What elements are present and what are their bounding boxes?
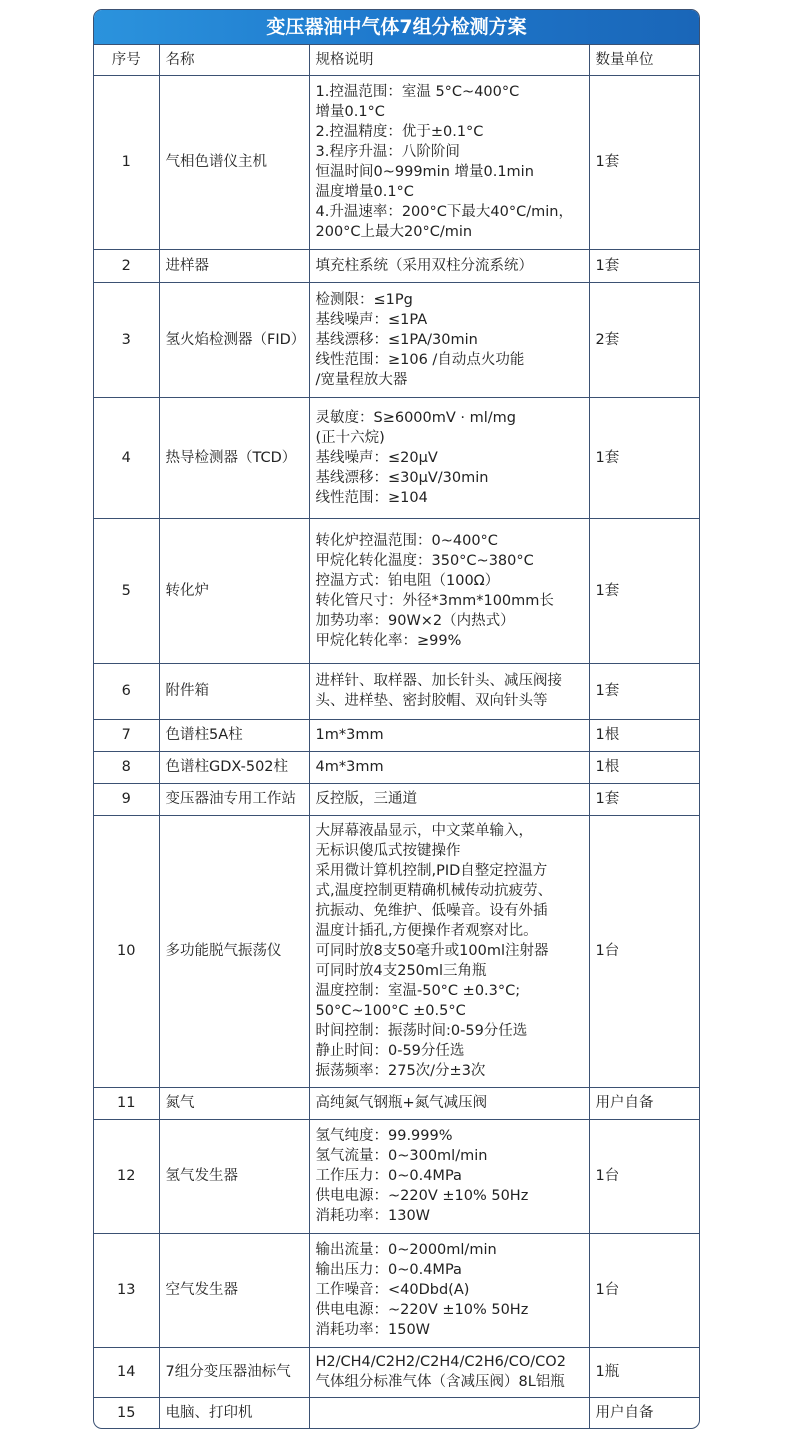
spec-line: /宽量程放大器 bbox=[315, 371, 408, 388]
item-quantity: 1套 bbox=[589, 249, 699, 282]
spec-line: 基线漂移：≤30μV/30min bbox=[315, 469, 489, 486]
item-spec bbox=[309, 249, 589, 282]
item-name: 电脑、打印机 bbox=[159, 1397, 309, 1428]
item-spec bbox=[309, 1397, 589, 1428]
spec-line: 工作压力：0~0.4MPa bbox=[315, 1168, 462, 1184]
item-name: 氢气发生器 bbox=[159, 1119, 309, 1233]
header-row bbox=[94, 45, 699, 75]
item-spec bbox=[309, 1087, 589, 1119]
spec-line: 无标识傻瓜式按键操作 bbox=[315, 843, 461, 859]
item-spec bbox=[309, 783, 589, 815]
spec-line: 转化管尺寸：外径*3mm*100mm长 bbox=[315, 592, 554, 609]
spec-line: 氢气纯度：99.999% bbox=[315, 1128, 453, 1144]
spec-line: 1.控温范围：室温 5°C~400°C bbox=[315, 84, 520, 100]
spec-line: (正十六烷) bbox=[315, 429, 385, 446]
row-number: 15 bbox=[94, 1397, 159, 1428]
item-name: 色谱柱GDX-502柱 bbox=[159, 751, 309, 783]
row-number: 1 bbox=[94, 75, 159, 249]
spec-line: 消耗功率：130W bbox=[315, 1208, 431, 1224]
row-number: 2 bbox=[94, 249, 159, 282]
item-name: 氢火焰检测器（FID） bbox=[159, 282, 309, 397]
spec-line: 静止时间：0-59分任选 bbox=[315, 1043, 465, 1059]
spec-line: 基线漂移：≤1PA/30min bbox=[315, 331, 478, 348]
table-row bbox=[94, 663, 699, 719]
spec-line: 时间控制：振荡时间:0-59分任选 bbox=[315, 1023, 528, 1039]
row-number: 6 bbox=[94, 663, 159, 719]
spec-line: 50°C~100°C ±0.5°C bbox=[315, 1003, 466, 1019]
spec-line: 灵敏度：S≥6000mV · ml/mg bbox=[315, 409, 516, 426]
item-quantity: 1台 bbox=[589, 1119, 699, 1233]
spec-line: 工作噪音：<40Dbd(A) bbox=[315, 1282, 470, 1298]
spec-line: 振荡频率：275次/分±3次 bbox=[315, 1063, 486, 1079]
table-row bbox=[94, 397, 699, 518]
item-quantity: 2套 bbox=[589, 282, 699, 397]
item-spec bbox=[309, 397, 589, 518]
table-row bbox=[94, 719, 699, 751]
spec-line: 线性范围：≥106 /自动点火功能 bbox=[315, 351, 525, 368]
item-name: 附件箱 bbox=[159, 663, 309, 719]
item-quantity: 用户自备 bbox=[589, 1397, 699, 1428]
row-number: 5 bbox=[94, 518, 159, 663]
table-row bbox=[94, 282, 699, 397]
item-name: 色谱柱5A柱 bbox=[159, 719, 309, 751]
item-name: 进样器 bbox=[159, 249, 309, 282]
row-number: 13 bbox=[94, 1233, 159, 1347]
item-spec bbox=[309, 663, 589, 719]
spec-line: 甲烷化转化率：≥99% bbox=[315, 632, 462, 649]
spec-line: 式,温度控制更精确机械传动抗疲劳、 bbox=[315, 883, 553, 899]
item-spec bbox=[309, 282, 589, 397]
spec-line: 采用微计算机控制,PID自整定控温方 bbox=[315, 863, 548, 879]
row-number: 8 bbox=[94, 751, 159, 783]
item-spec bbox=[309, 518, 589, 663]
spec-line: 基线噪声：≤20μV bbox=[315, 449, 438, 466]
table-row bbox=[94, 1347, 699, 1397]
spec-line: 1m*3mm bbox=[315, 727, 384, 743]
spec-line: 填充柱系统（采用双柱分流系统） bbox=[315, 257, 533, 274]
item-quantity: 1套 bbox=[589, 518, 699, 663]
spec-line: 温度控制：室温-50°C ±0.3°C; bbox=[315, 983, 521, 999]
item-quantity: 用户自备 bbox=[589, 1087, 699, 1119]
spec-line: 温度计插孔,方便操作者观察对比。 bbox=[315, 923, 538, 939]
table-row bbox=[94, 1233, 699, 1347]
item-name: 变压器油专用工作站 bbox=[159, 783, 309, 815]
row-number: 4 bbox=[94, 397, 159, 518]
spec-line: 3.程序升温：八阶阶间 bbox=[315, 144, 460, 160]
row-number: 7 bbox=[94, 719, 159, 751]
item-name: 热导检测器（TCD） bbox=[159, 397, 309, 518]
header-no: 序号 bbox=[94, 45, 159, 75]
table-row bbox=[94, 783, 699, 815]
item-quantity: 1瓶 bbox=[589, 1347, 699, 1397]
spec-line: 4m*3mm bbox=[315, 759, 384, 775]
spec-line: H2/CH4/C2H2/C2H4/C2H6/CO/CO2 bbox=[315, 1354, 566, 1370]
spec-line: 控温方式：铂电阻（100Ω） bbox=[315, 572, 500, 589]
spec-line: 甲烷化转化温度：350°C~380°C bbox=[315, 552, 534, 569]
item-quantity: 1根 bbox=[589, 751, 699, 783]
spec-line: 输出压力：0~0.4MPa bbox=[315, 1262, 462, 1278]
table-row bbox=[94, 751, 699, 783]
spec-line: 2.控温精度：优于±0.1°C bbox=[315, 124, 484, 140]
spec-line: 大屏幕液晶显示，中文菜单输入， bbox=[315, 823, 533, 839]
spec-line: 氢气流量：0~300ml/min bbox=[315, 1148, 488, 1164]
item-spec bbox=[309, 1233, 589, 1347]
row-number: 10 bbox=[94, 815, 159, 1087]
item-quantity: 1根 bbox=[589, 719, 699, 751]
row-number: 12 bbox=[94, 1119, 159, 1233]
item-quantity: 1台 bbox=[589, 815, 699, 1087]
item-spec bbox=[309, 815, 589, 1087]
spec-line: 200°C上最大20°C/min bbox=[315, 224, 473, 240]
spec-line: 气体组分标准气体（含减压阀）8L铝瓶 bbox=[315, 1374, 565, 1390]
spec-line: 温度增量0.1°C bbox=[315, 184, 414, 200]
item-name: 气相色谱仪主机 bbox=[159, 75, 309, 249]
header-name: 名称 bbox=[159, 45, 309, 75]
table-row bbox=[94, 1119, 699, 1233]
item-name: 多功能脱气振荡仪 bbox=[159, 815, 309, 1087]
item-name: 氮气 bbox=[159, 1087, 309, 1119]
spec-line: 输出流量：0~2000ml/min bbox=[315, 1242, 497, 1258]
table-row bbox=[94, 249, 699, 282]
item-spec bbox=[309, 719, 589, 751]
spec-line: 增量0.1°C bbox=[315, 104, 385, 120]
item-spec bbox=[309, 75, 589, 249]
spec-line: 可同时放8支50毫升或100ml注射器 bbox=[315, 943, 549, 959]
item-quantity: 1套 bbox=[589, 663, 699, 719]
spec-line: 头、进样垫、密封胶帽、双向针头等 bbox=[315, 693, 548, 709]
table-row bbox=[94, 815, 699, 1087]
spec-line: 检测限：≤1Pg bbox=[315, 291, 413, 308]
spec-line: 恒温时间0~999min 增量0.1min bbox=[315, 164, 534, 180]
spec-line: 可同时放4支250ml三角瓶 bbox=[315, 963, 487, 979]
item-spec bbox=[309, 751, 589, 783]
item-quantity: 1套 bbox=[589, 783, 699, 815]
spec-line: 抗振动、免维护、低噪音。设有外插 bbox=[315, 903, 548, 919]
table-row bbox=[94, 75, 699, 249]
scheme-table-card bbox=[93, 9, 700, 1429]
item-name: 转化炉 bbox=[159, 518, 309, 663]
spec-line: 转化炉控温范围：0~400°C bbox=[315, 532, 498, 549]
row-number: 3 bbox=[94, 282, 159, 397]
spec-line: 4.升温速率：200°C下最大40°C/min， bbox=[315, 204, 573, 220]
spec-line: 高纯氮气钢瓶+氮气减压阀 bbox=[315, 1095, 488, 1111]
item-name: 7组分变压器油标气 bbox=[159, 1347, 309, 1397]
item-quantity: 1套 bbox=[589, 75, 699, 249]
item-quantity: 1台 bbox=[589, 1233, 699, 1347]
table-row bbox=[94, 1087, 699, 1119]
item-name: 空气发生器 bbox=[159, 1233, 309, 1347]
spec-line: 加势功率：90W×2（内热式） bbox=[315, 612, 515, 629]
table-row bbox=[94, 1397, 699, 1428]
spec-line: 反控版，三通道 bbox=[315, 791, 417, 807]
spec-line: 基线噪声：≤1PA bbox=[315, 311, 428, 328]
header-qty: 数量单位 bbox=[589, 45, 699, 75]
spec-line: 消耗功率：150W bbox=[315, 1322, 431, 1338]
item-spec bbox=[309, 1347, 589, 1397]
row-number: 14 bbox=[94, 1347, 159, 1397]
table-title: 变压器油中气体7组分检测方案 bbox=[94, 10, 699, 45]
row-number: 11 bbox=[94, 1087, 159, 1119]
spec-line: 供电电源：~220V ±10% 50Hz bbox=[315, 1302, 529, 1318]
row-number: 9 bbox=[94, 783, 159, 815]
spec-line: 进样针、取样器、加长针头、减压阀接 bbox=[315, 673, 562, 689]
spec-line: 供电电源：~220V ±10% 50Hz bbox=[315, 1188, 529, 1204]
item-spec bbox=[309, 1119, 589, 1233]
header-spec: 规格说明 bbox=[309, 45, 589, 75]
spec-line: 线性范围：≥104 bbox=[315, 489, 428, 506]
table-row bbox=[94, 518, 699, 663]
item-quantity: 1套 bbox=[589, 397, 699, 518]
scheme-table bbox=[94, 45, 699, 1428]
